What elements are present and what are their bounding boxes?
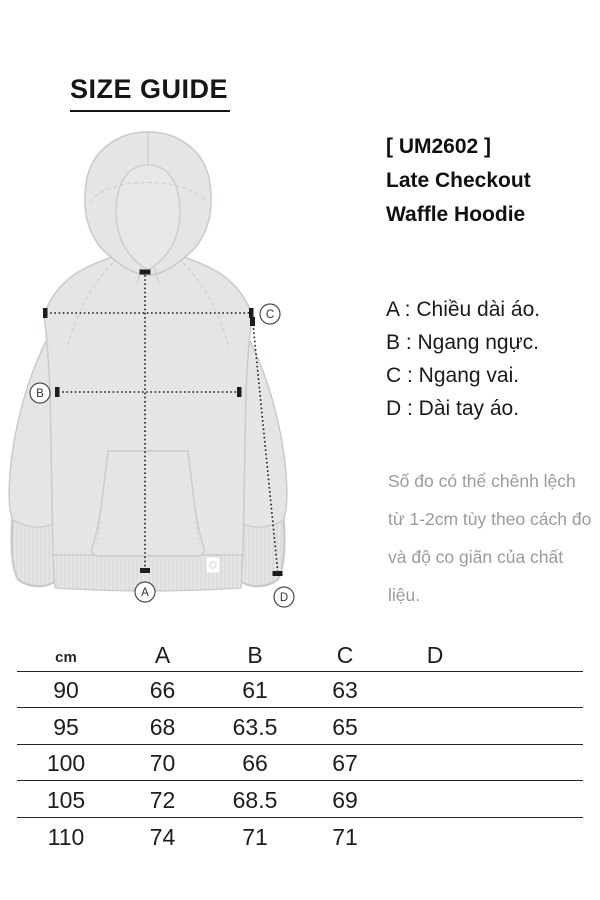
table-row	[17, 708, 583, 744]
col-header-c: C	[336, 642, 354, 668]
col-header-b: B	[247, 642, 263, 668]
hoodie-diagram	[0, 118, 320, 638]
value-a: 66	[149, 677, 176, 704]
product-name-line2: Waffle Hoodie	[386, 203, 526, 226]
col-header-a: A	[154, 642, 171, 668]
size-cell: 90	[53, 677, 79, 704]
size-cell: 100	[46, 750, 86, 777]
size-cell: 95	[53, 713, 79, 740]
product-info	[386, 130, 591, 232]
marker-d-badge	[274, 587, 294, 607]
legend-item-a: A : Chiều dài áo.	[386, 298, 541, 321]
value-b: 66	[242, 750, 268, 777]
measurement-note	[388, 462, 598, 614]
value-a: 68	[149, 713, 176, 740]
size-cell: 105	[46, 786, 86, 813]
value-a: 74	[149, 823, 176, 850]
product-name-line1: Late Checkout	[386, 169, 531, 192]
marker-a-badge	[135, 582, 155, 602]
value-b: 61	[242, 677, 268, 704]
svg-text:C: C	[265, 309, 275, 321]
value-c: 69	[332, 786, 358, 813]
value-b: 68.5	[232, 786, 278, 813]
legend-item-d: D : Dài tay áo.	[386, 397, 520, 420]
size-table	[17, 640, 583, 854]
value-c: 65	[332, 713, 358, 740]
hem-tag	[206, 557, 220, 573]
note-line: từ 1-2cm tùy theo cách đo	[388, 509, 592, 529]
value-c: 71	[332, 823, 358, 850]
marker-c-badge	[260, 304, 280, 324]
value-a: 72	[149, 786, 176, 813]
size-cell: 110	[47, 823, 85, 850]
marker-b-badge	[30, 383, 50, 403]
svg-text:B: B	[36, 388, 44, 400]
svg-text:A: A	[141, 587, 149, 599]
note-line: Số đo có thể chênh lệch	[388, 471, 576, 491]
page-title: SIZE GUIDE	[70, 74, 230, 112]
size-table-header	[17, 640, 583, 672]
value-a: 70	[149, 750, 176, 777]
legend-item-b: B : Ngang ngực.	[386, 331, 539, 354]
note-line: và độ co giãn của chất liệu.	[388, 547, 564, 605]
product-code: [ UM2602 ]	[386, 135, 492, 158]
legend-item-c: C : Ngang vai.	[386, 364, 520, 387]
value-b: 63.5	[232, 713, 278, 740]
svg-text:D: D	[279, 592, 289, 604]
table-row	[17, 672, 583, 708]
table-row	[17, 781, 583, 817]
table-row	[17, 818, 583, 854]
col-header-d: D	[426, 642, 444, 668]
value-c: 63	[332, 677, 358, 704]
table-row	[17, 745, 583, 781]
value-c: 67	[332, 750, 358, 777]
value-b: 71	[242, 823, 268, 850]
hoodie-pocket	[92, 451, 204, 556]
unit-header: cm	[55, 649, 77, 666]
measurement-legend	[386, 293, 591, 425]
